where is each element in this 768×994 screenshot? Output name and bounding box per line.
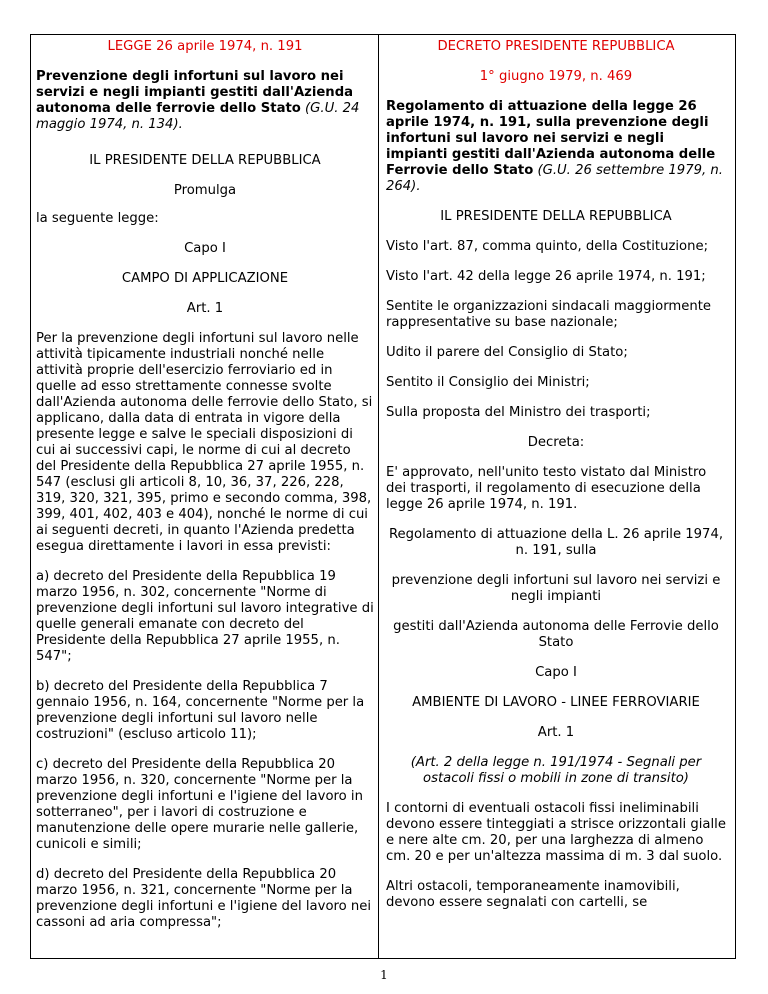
law-title-ref: (G.U. 24 maggio 1974, n. 134).	[36, 101, 360, 132]
list-item-c: c) decreto del Presidente della Repubblica 20 marzo 1956, n. 320, concernente "Norme per la prevenzione degli infortuni e l'igiene del lavoro in sotterraneo", per i lavori di costruzione e manutenzione delle opere murarie nelle gallerie, cunicoli e simili;	[36, 757, 363, 852]
decree-president-line: IL PRESIDENTE DELLA REPUBBLICA	[440, 209, 672, 224]
decree-art-subtitle: (Art. 2 della legge n. 191/1974 - Segnali per ostacoli fissi o mobili in zone di transito)	[410, 755, 702, 786]
decree-capo-title: AMBIENTE DI LAVORO - LINEE FERROVIARIE	[412, 695, 700, 710]
art-text: Per la prevenzione degli infortuni sul lavoro nelle attività tipicamente industriali nonché nelle attività proprie dell'esercizio ferroviario ed in quelle ad esso strettamente connesse svolte dall'Azienda autonoma delle ferrovie dello Stato, si applicano, dalla data di entrata in vigore della presente legge e salve le speciali disposizioni di cui ai successivi capi, le norme di cui al decreto del Presidente della Repubblica 27 aprile 1955, n. 547 (esclusi gli articoli 8, 10, 36, 37, 226, 228, 319, 320, 321, 395, primo e secondo comma, 398, 399, 401, 402, 403 e 404), nonché le norme di cui ai seguenti decreti, in quanto l'Azienda predetta esegua direttamente i lavori in essa previsti:	[36, 331, 373, 554]
sentite-line: Sentite le organizzazioni sindacali maggiormente rappresentative su base nazionale;	[386, 299, 712, 330]
law-title	[36, 69, 374, 133]
decree-art-heading: Art. 1	[537, 725, 575, 740]
decree-capo-line: Capo I	[535, 665, 577, 680]
list-item-b: b) decreto del Presidente della Repubblica 7 gennaio 1956, n. 164, concernente "Norme per la prevenzione degli infortuni sul lavoro nelle costruzioni" (escluso articolo 11);	[36, 679, 365, 742]
page-number: 1	[380, 968, 388, 982]
right-column	[386, 34, 726, 911]
capo-title: CAMPO DI APPLICAZIONE	[121, 271, 289, 286]
column-divider	[378, 34, 379, 959]
decree-heading: DECRETO PRESIDENTE REPUBBLICA	[437, 39, 675, 54]
decreta-line: Decreta:	[527, 435, 585, 450]
decree-title	[386, 99, 726, 195]
contorni-paragraph: I contorni di eventuali ostacoli fissi ineliminabili devono essere tinteggiati a strisce orizzontali gialle e nere alte cm. 20, per una larghezza di almeno cm. 20 e per un'altezza massima di m. 3 dal suolo.	[386, 801, 726, 864]
visto-2: Visto l'art. 42 della legge 26 aprile 1974, n. 191;	[386, 269, 706, 284]
list-item-d: d) decreto del Presidente della Repubblica 20 marzo 1956, n. 321, concernente "Norme per la prevenzione degli infortuni e l'igiene del lavoro nei cassoni ad aria compressa";	[36, 867, 372, 930]
decree-title-ref: (G.U. 26 settembre 1979, n. 264).	[386, 163, 723, 194]
capo-line: Capo I	[184, 241, 226, 256]
promulga-line: Promulga	[173, 183, 237, 198]
decree-title-bold: Regolamento di attuazione della legge 26 aprile 1974, n. 191, sulla prevenzione degli infortuni sul lavoro nei servizi e negli impianti gestiti dall'Azienda autonoma delle Ferrovie dello Stato	[386, 99, 716, 178]
president-line: IL PRESIDENTE DELLA REPUBBLICA	[89, 153, 321, 168]
art-heading: Art. 1	[186, 301, 224, 316]
sentito-line: Sentito il Consiglio dei Ministri;	[386, 375, 590, 390]
approvato-line: E' approvato, nell'unito testo vistato dal Ministro dei trasporti, il regolamento di esecuzione della legge 26 aprile 1974, n. 191.	[386, 465, 707, 512]
left-column	[36, 34, 374, 931]
regolamento-line-3: gestiti dall'Azienda autonoma delle Ferrovie dello Stato	[393, 619, 719, 650]
udito-line: Udito il parere del Consiglio di Stato;	[386, 345, 628, 360]
regolamento-line-1: Regolamento di attuazione della L. 26 aprile 1974, n. 191, sulla	[388, 527, 724, 558]
law-title-bold: Prevenzione degli infortuni sul lavoro nei servizi e negli impianti gestiti dall'Azienda autonoma delle ferrovie dello Stato	[36, 69, 354, 116]
regolamento-line-2: prevenzione degli infortuni sul lavoro nei servizi e negli impianti	[391, 573, 721, 604]
visto-1: Visto l'art. 87, comma quinto, della Costituzione;	[386, 239, 709, 254]
decree-date: 1° giugno 1979, n. 469	[479, 69, 633, 84]
seguente-line: la seguente legge:	[36, 211, 159, 226]
altri-paragraph: Altri ostacoli, temporaneamente inamovibili, devono essere segnalati con cartelli, se	[386, 879, 680, 910]
proposta-line: Sulla proposta del Ministro dei trasporti;	[386, 405, 651, 420]
law-heading: LEGGE 26 aprile 1974, n. 191	[107, 39, 303, 54]
list-item-a: a) decreto del Presidente della Repubblica 19 marzo 1956, n. 302, concernente "Norme di prevenzione degli infortuni sul lavoro integrative di quelle generali emanate con decreto del Presidente della Repubblica 27 aprile 1955, n. 547";	[36, 569, 374, 664]
